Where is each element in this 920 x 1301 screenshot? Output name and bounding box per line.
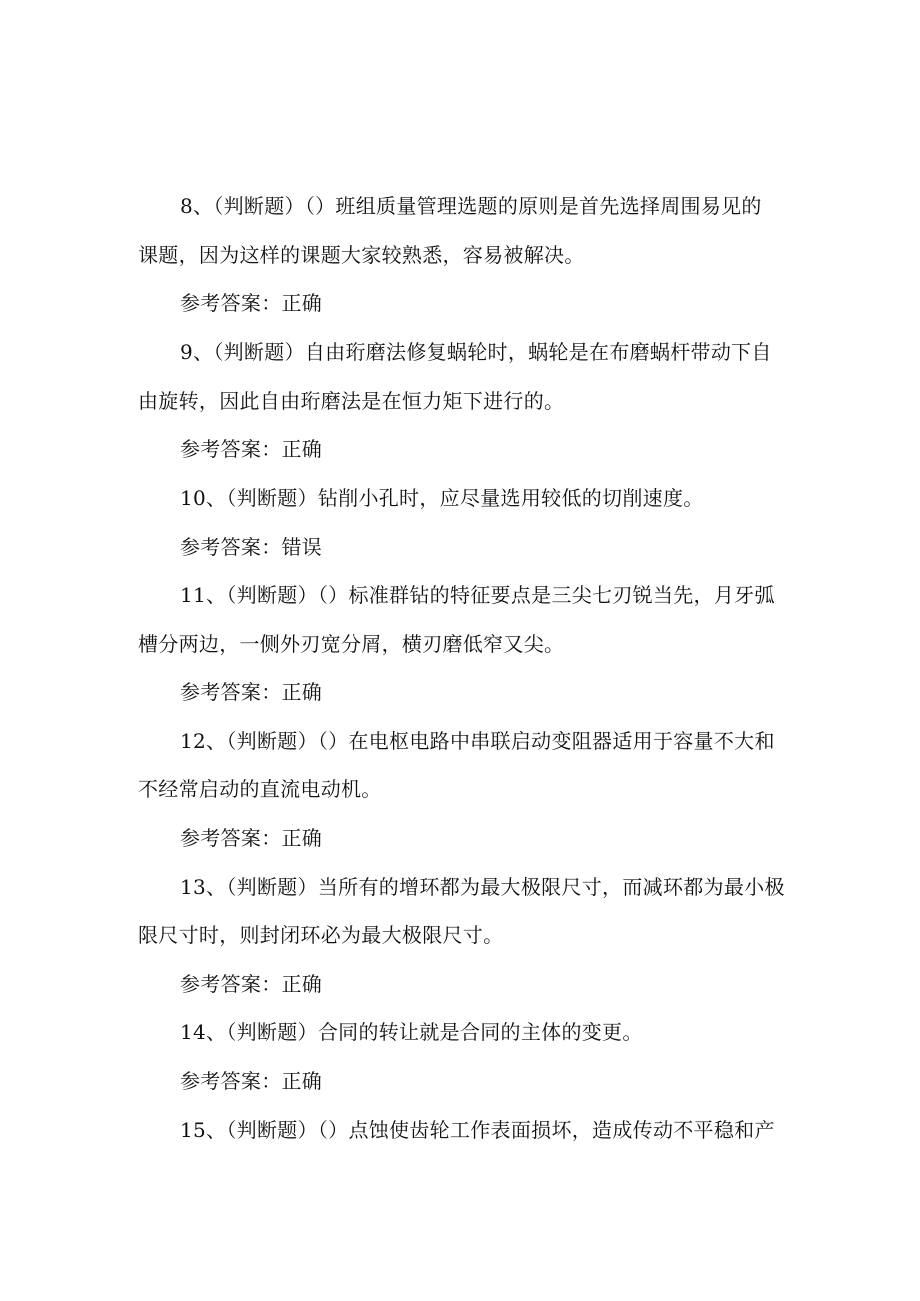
question-12-line-1: 12、（判断题）（）在电枢电路中串联启动变阻器适用于容量不大和	[180, 729, 775, 753]
question-10-answer: 参考答案：错误	[180, 535, 323, 559]
question-13-line-1: 13、（判断题）当所有的增环都为最大极限尺寸，而减环都为最小极	[180, 875, 785, 899]
question-8-line-1: 8、（判断题）（）班组质量管理选题的原则是首先选择周围易见的	[180, 194, 762, 218]
question-9-answer: 参考答案：正确	[180, 437, 323, 461]
question-14-answer: 参考答案：正确	[180, 1069, 323, 1093]
question-9-line-2: 由旋转，因此自由珩磨法是在恒力矩下进行的。	[138, 389, 565, 413]
question-11-line-2: 槽分两边，一侧外刃宽分屑，横刃磨低窄又尖。	[138, 632, 565, 656]
question-15-line-1: 15、（判断题）（）点蚀使齿轮工作表面损坏，造成传动不平稳和产	[180, 1118, 775, 1142]
question-9-line-1: 9、（判断题）自由珩磨法修复蜗轮时，蜗轮是在布磨蜗杆带动下自	[180, 340, 772, 364]
question-12-line-2: 不经常启动的直流电动机。	[138, 777, 382, 801]
question-13-answer: 参考答案：正确	[180, 972, 323, 996]
question-8-answer: 参考答案：正确	[180, 291, 323, 315]
question-14-line-1: 14、（判断题）合同的转让就是合同的主体的变更。	[180, 1020, 643, 1044]
question-11-line-1: 11、（判断题）（）标准群钻的特征要点是三尖七刃锐当先，月牙弧	[180, 583, 775, 607]
question-8-line-2: 课题，因为这样的课题大家较熟悉，容易被解决。	[138, 243, 585, 267]
question-10-line-1: 10、（判断题）钻削小孔时，应尽量选用较低的切削速度。	[180, 486, 704, 510]
question-11-answer: 参考答案：正确	[180, 680, 323, 704]
question-12-answer: 参考答案：正确	[180, 826, 323, 850]
question-13-line-2: 限尺寸时，则封闭环必为最大极限尺寸。	[138, 923, 504, 947]
